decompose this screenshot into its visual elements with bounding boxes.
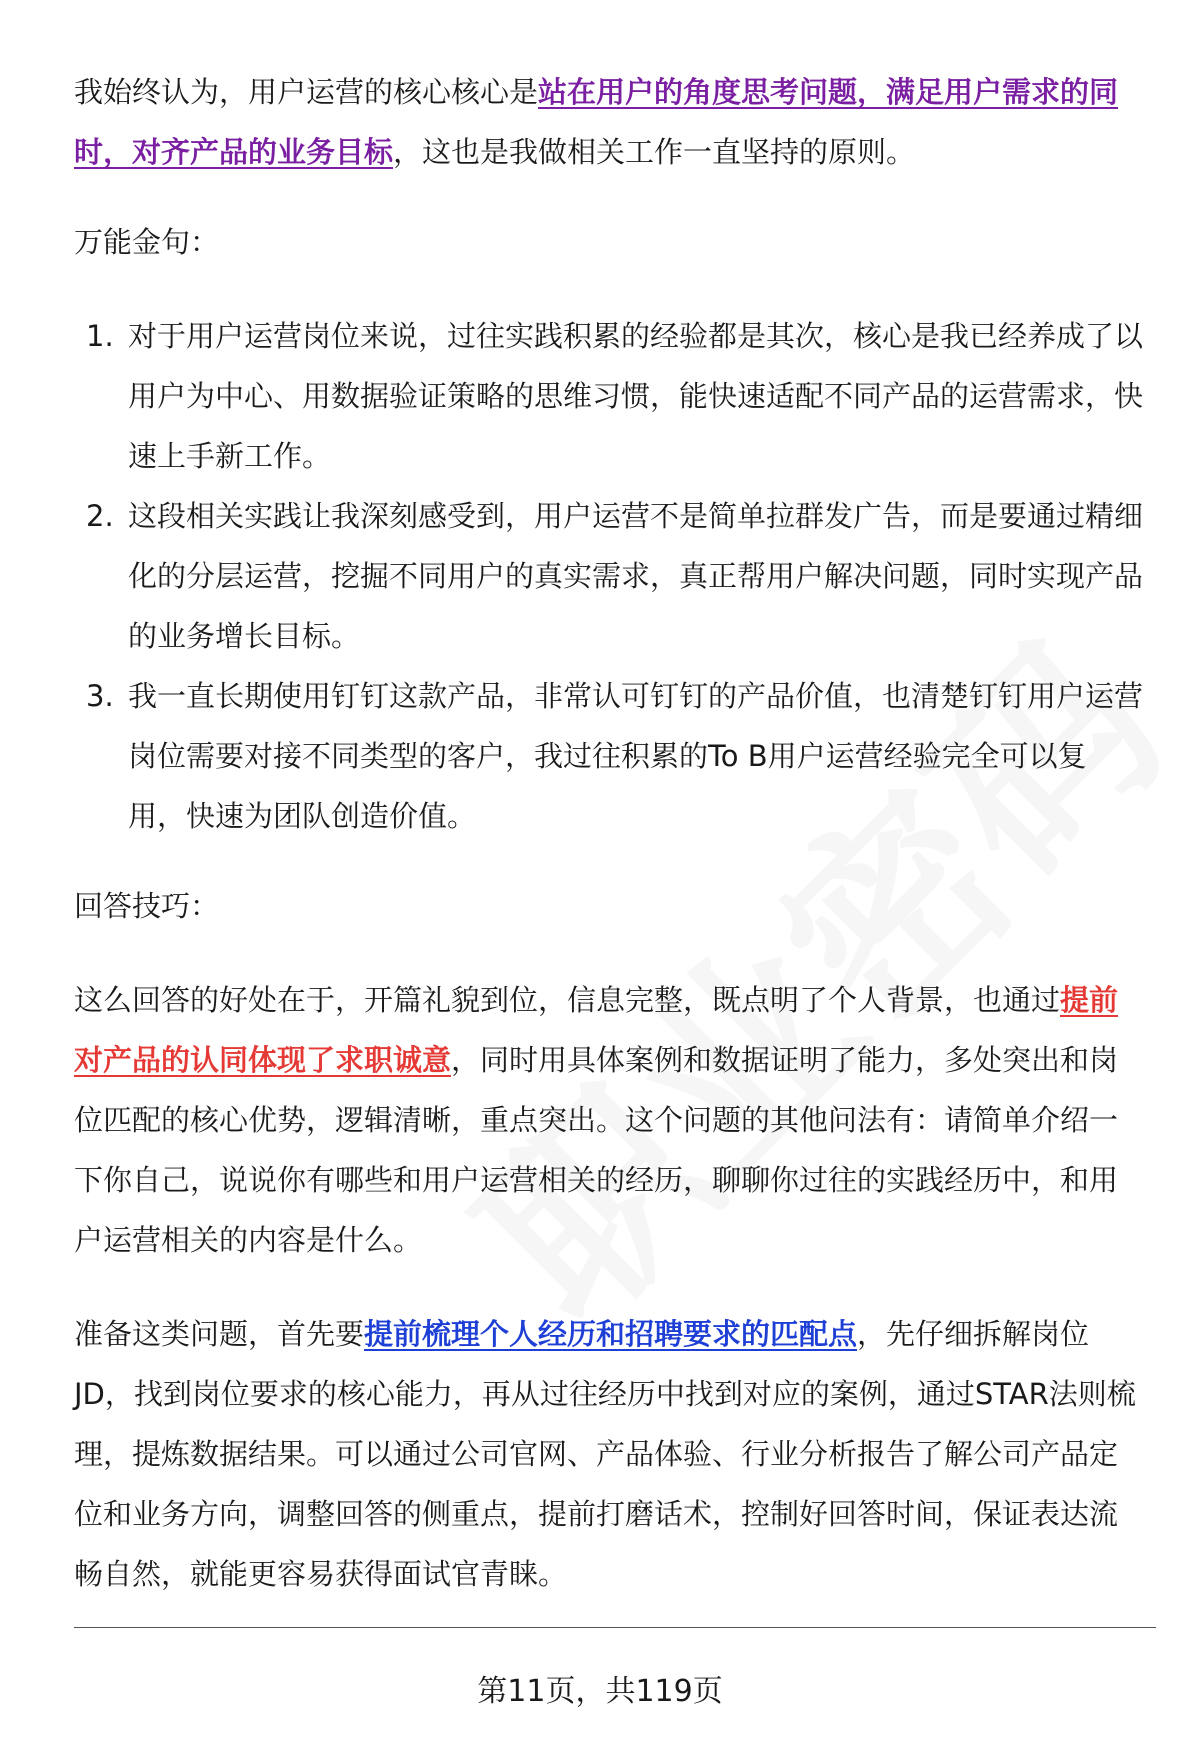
intro-text-before: 我始终认为，用户运营的核心核心是 [74, 75, 539, 109]
list-item-text: 对于用户运营岗位来说，过往实践积累的经验都是其次，核心是我已经养成了以用户为中心、用数据验证策略的思维习惯，能快速适配不同产品的运营需求，快速上手新工作。 [128, 319, 1144, 473]
list-item-number: 2. [86, 499, 114, 533]
document-body [74, 62, 1144, 1604]
list-item-text: 这段相关实践让我深刻感受到，用户运营不是简单拉群发广告，而是要通过精细化的分层运营，挖掘不同用户的真实需求，真正帮用户解决问题，同时实现产品的业务增长目标。 [128, 499, 1144, 653]
footer-divider [74, 1627, 1156, 1628]
tips-paragraph [74, 970, 1144, 1270]
prep-text-after: ，先仔细拆解岗位JD，找到岗位要求的核心能力，再从过往经历中找到对应的案例，通过STAR法则梳理，提炼数据结果。可以通过公司官网、产品体验、行业分析报告了解公司产品定位和业务方向，调整回答的侧重点，提前打磨话术，控制好回答时间，保证表达流畅自然，就能更容易获得面试官青睐。 [74, 1317, 1136, 1591]
list-item-text: 我一直长期使用钉钉这款产品，非常认可钉钉的产品价值，也清楚钉钉用户运营岗位需要对接不同类型的客户，我过往积累的To B用户运营经验完全可以复用，快速为团队创造价值。 [128, 679, 1144, 833]
intro-highlight: 站在用户的角度思考问题，满足用户需求的同时，对齐产品的业务目标 [74, 75, 1119, 169]
list-item [74, 666, 1144, 846]
tips-text-after: ，同时用具体案例和数据证明了能力，多处突出和岗位匹配的核心优势，逻辑清晰，重点突出。这个问题的其他问法有：请简单介绍一下你自己，说说你有哪些和用户运营相关的经历，聊聊你过往的实践经历中，和用户运营相关的内容是什么。 [74, 1043, 1119, 1257]
tips-text-before: 这么回答的好处在于，开篇礼貌到位，信息完整，既点明了个人背景，也通过 [74, 983, 1061, 1017]
preparation-paragraph [74, 1304, 1144, 1604]
prep-highlight: 提前梳理个人经历和招聘要求的匹配点 [364, 1317, 858, 1351]
golden-sentences-list [74, 306, 1144, 846]
prep-text-before: 准备这类问题，首先要 [74, 1317, 365, 1351]
answer-tips-heading: 回答技巧： [74, 889, 220, 923]
list-item-number: 1. [86, 319, 114, 353]
tips-highlight: 提前对产品的认同体现了求职诚意 [74, 983, 1119, 1077]
intro-paragraph [74, 62, 1144, 182]
golden-sentences-heading: 万能金句： [74, 225, 220, 259]
list-item [74, 486, 1144, 666]
list-item-number: 3. [86, 679, 114, 713]
intro-text-after: ，这也是我做相关工作一直坚持的原则。 [393, 135, 916, 169]
page-number: 第11页，共119页 [477, 1674, 723, 1709]
list-item [74, 306, 1144, 486]
